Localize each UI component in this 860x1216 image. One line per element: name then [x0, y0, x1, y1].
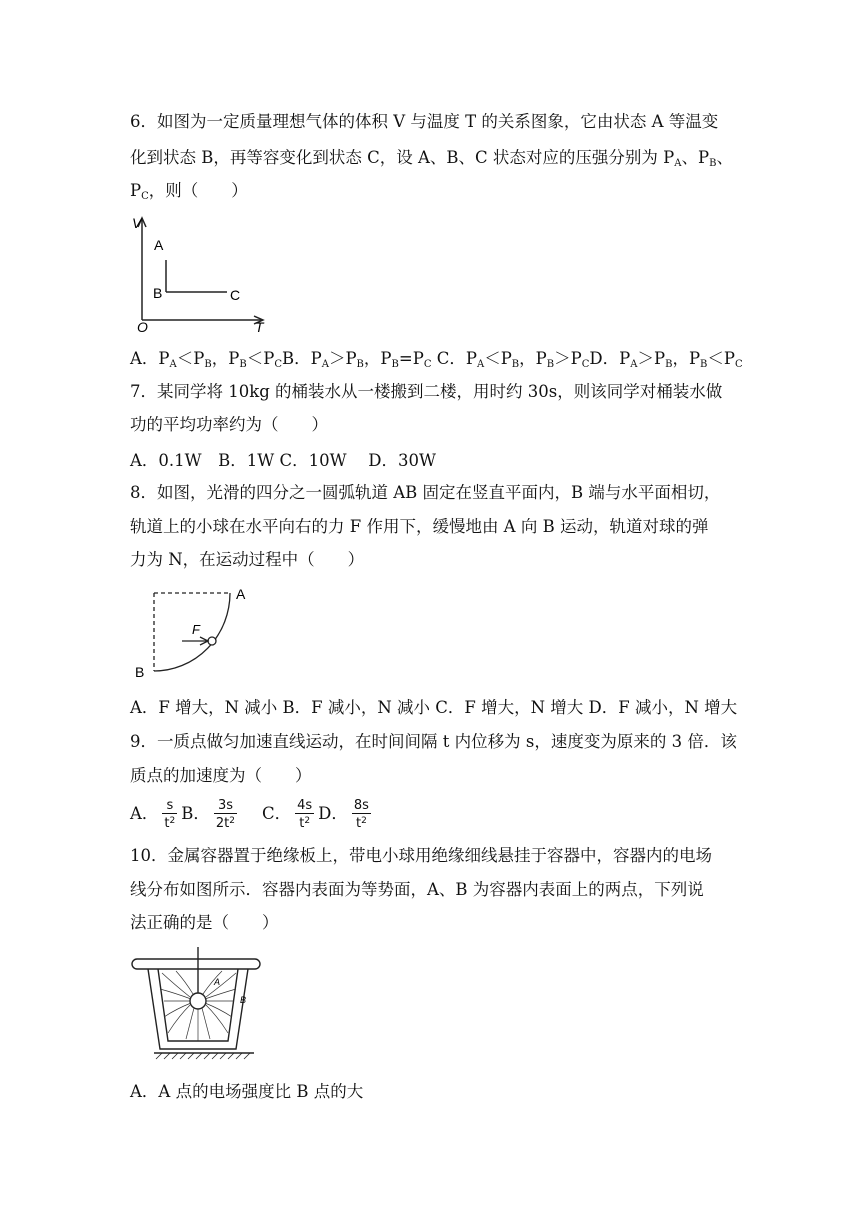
point-b-label: B — [135, 664, 145, 680]
q6-stem-line3: $P_C$，则（ ） — [130, 181, 248, 202]
force-f-label: F — [192, 622, 200, 637]
q9-options: A． $\frac{s}{t^2}$ B． $\frac{3s}{2t^2}$ C． $\frac{4s}{t^2}$ D． $\frac{8s}{t^2}$ — [130, 798, 369, 831]
q7-stem-line2: 功的平均功率约为（ ） — [130, 415, 328, 434]
origin-label: O — [137, 319, 148, 335]
q8-stem-line3: 力为 N，在运动过程中（ ） — [130, 550, 365, 569]
q8-stem-line2: 轨道上的小球在水平向右的力 F 作用下，缓慢地由 A 向 B 运动，轨道对球的弹 — [130, 517, 709, 536]
q8-arc-track-figure — [130, 585, 260, 685]
t-axis-label: T — [255, 319, 264, 335]
state-a-label: A — [154, 237, 164, 253]
q10-stem-line1: 10．金属容器置于绝缘板上，带电小球用绝缘细线悬挂于容器中，容器内的电场 — [130, 846, 712, 865]
q10-stem-line3: 法正确的是（ ） — [130, 913, 279, 932]
q6-stem-line1: 6．如图为一定质量理想气体的体积 V 与温度 T 的关系图象，它由状态 A 等温变 — [130, 112, 719, 131]
q6-vt-graph — [130, 210, 270, 335]
point-a-label: A — [236, 586, 246, 602]
q10-container-field-figure — [130, 945, 265, 1065]
q8-options: A．F 增大，N 减小 B．F 减小，N 减小 C．F 增大，N 增大 D．F 减小，N 增大 — [130, 698, 738, 717]
fraction-b: $\frac{3s}{2t^2}$ — [215, 798, 236, 831]
fraction-a: $\frac{s}{t^2}$ — [164, 798, 176, 831]
q10-stem-line2: 线分布如图所示．容器内表面为等势面，A、B 为容器内表面上的两点，下列说 — [130, 880, 704, 899]
state-c-label: C — [230, 287, 241, 303]
point-b-label: B — [240, 995, 247, 1005]
v-axis-label: V — [132, 215, 142, 231]
q6-options: A．$P_A<P_B$，$P_B<P_CB$．$P_A>P_B$，$P_B=P_C$ C．$P_A<P_B$，$P_B>P_CD$．$P_A>P_B$，$P_B<P_C$ — [130, 349, 743, 370]
state-b-label: B — [153, 285, 163, 301]
q9-stem-line1: 9．一质点做匀加速直线运动，在时间间隔 t 内位移为 s，速度变为原来的 3 倍．该 — [130, 732, 737, 751]
point-a-label: A — [214, 977, 221, 987]
q9-stem-line2: 质点的加速度为（ ） — [130, 766, 312, 785]
q8-stem-line1: 8．如图，光滑的四分之一圆弧轨道 AB 固定在竖直平面内，B 端与水平面相切， — [130, 483, 721, 502]
fraction-c: $\frac{4s}{t^2}$ — [297, 798, 313, 831]
fraction-d: $\frac{8s}{t^2}$ — [353, 798, 369, 831]
q10-option-a: A．A 点的电场强度比 B 点的大 — [130, 1082, 364, 1101]
q7-stem-line1: 7．某同学将 10kg 的桶装水从一楼搬到二楼，用时约 30s，则该同学对桶装水做 — [130, 382, 723, 401]
q7-options: A．0.1W B．1W C．10W D．30W — [130, 451, 436, 470]
q6-stem-line2: 化到状态 B，再等容变化到状态 C，设 A、B、C 状态对应的压强分别为 $P_A$、$P_B$、 — [130, 148, 733, 169]
